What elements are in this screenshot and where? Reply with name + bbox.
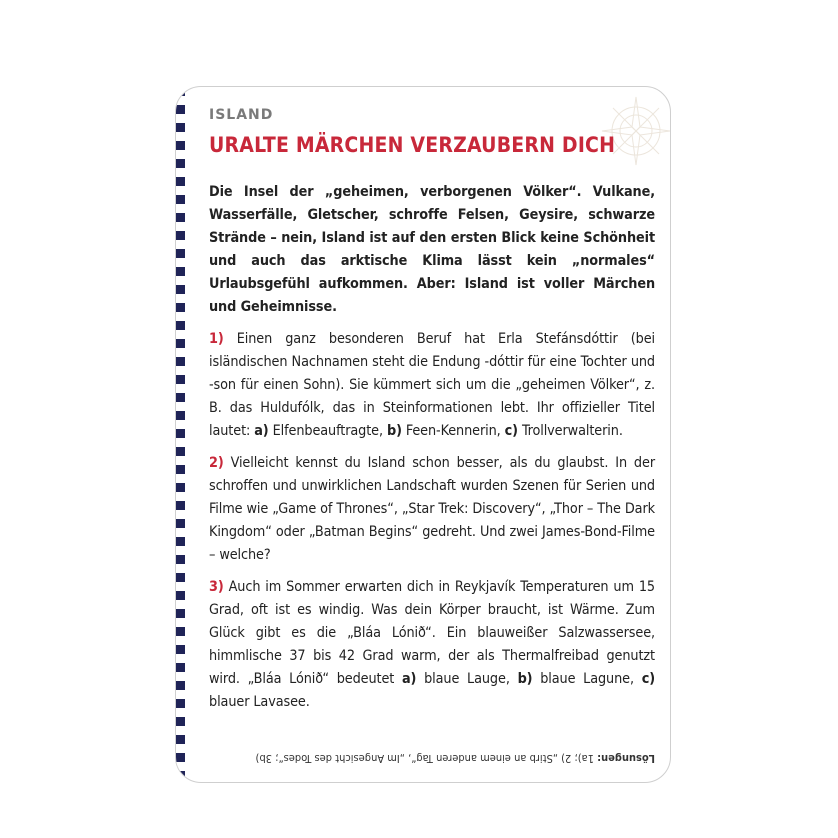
option-c-text: Trollverwalterin.: [521, 423, 623, 439]
question-text: Auch im Sommer erwarten dich in Reykjavík Temperaturen um 15 Grad, oft ist es windig. Was dein Körper braucht, ist Wärme. Zum Glück gibt es die „Bláa Lónið“. Ein blauweißer Salzwassersee, himmlische 37 bis 42 Grad warm, der als Thermalfreibad genutzt wird. „Bláa Lónið“ bedeutet: [209, 579, 655, 687]
option-a-key: a): [401, 671, 417, 687]
question-number: 2): [209, 455, 224, 471]
question-number: 3): [209, 579, 224, 595]
intro-paragraph: Die Insel der „geheimen, verborgenen Völker“. Vulkane, Wasserfälle, Gletscher, schroffe Felsen, Geysire, schwarze Strände – nein, Island ist auf den ersten Blick keine Schönheit und auch das arktische Klima lässt kein „normales“ Urlaubsgefühl aufkommen. Aber: Island ist voller Märchen und Geheimnisse.: [209, 184, 655, 315]
option-c-text: blauer Lavasee.: [209, 694, 310, 710]
question-number: 1): [209, 331, 224, 347]
option-c-key: c): [641, 671, 656, 687]
card-title: URALTE MÄRCHEN VERZAUBERN DICH: [209, 133, 616, 157]
solutions-label: Lösungen:: [597, 752, 655, 765]
solutions-upside-down: [209, 752, 655, 765]
category-label: ISLAND: [209, 107, 274, 123]
option-a-text: Elfenbeauftragte,: [272, 423, 383, 439]
question-1: [209, 328, 655, 443]
airmail-stripe-border: [176, 87, 185, 782]
option-a-key: a): [254, 423, 269, 439]
option-b-key: b): [386, 423, 402, 439]
option-b-key: b): [517, 671, 533, 687]
option-b-text: blaue Lagune,: [540, 671, 634, 687]
compass-rose-icon: [591, 91, 671, 171]
option-a-text: blaue Lauge,: [424, 671, 510, 687]
question-text: Einen ganz besonderen Beruf hat Erla Stefánsdóttir (bei isländischen Nachnamen steht die Endung -dóttir für eine Tochter und -son für einen Sohn). Sie kümmert sich um die „geheimen Völker“, z. B. das Huldufólk, das in Steinformationen lebt. Ihr offizieller Titel lautet:: [209, 331, 656, 439]
option-c-key: c): [504, 423, 518, 439]
card-content: [209, 181, 655, 723]
quiz-card: [175, 86, 671, 783]
question-2: [209, 452, 655, 567]
option-b-text: Feen-Kennerin,: [405, 423, 501, 439]
question-text: Vielleicht kennst du Island schon besser, als du glaubst. In der schroffen und unwirklichen Landschaft wurden Szenen für Serien und Filme wie „Game of Thrones“, „Star Trek: Discovery“, „Thor – The Dark Kingdom“ oder „Batman Begins“ gedreht. Und zwei James-Bond-Filme – welche?: [209, 455, 656, 563]
solutions-text: 1a); 2) „Stirb an einem anderen Tag“, „Im Angesicht des Todes“; 3b): [255, 752, 594, 765]
question-3: [209, 576, 655, 714]
